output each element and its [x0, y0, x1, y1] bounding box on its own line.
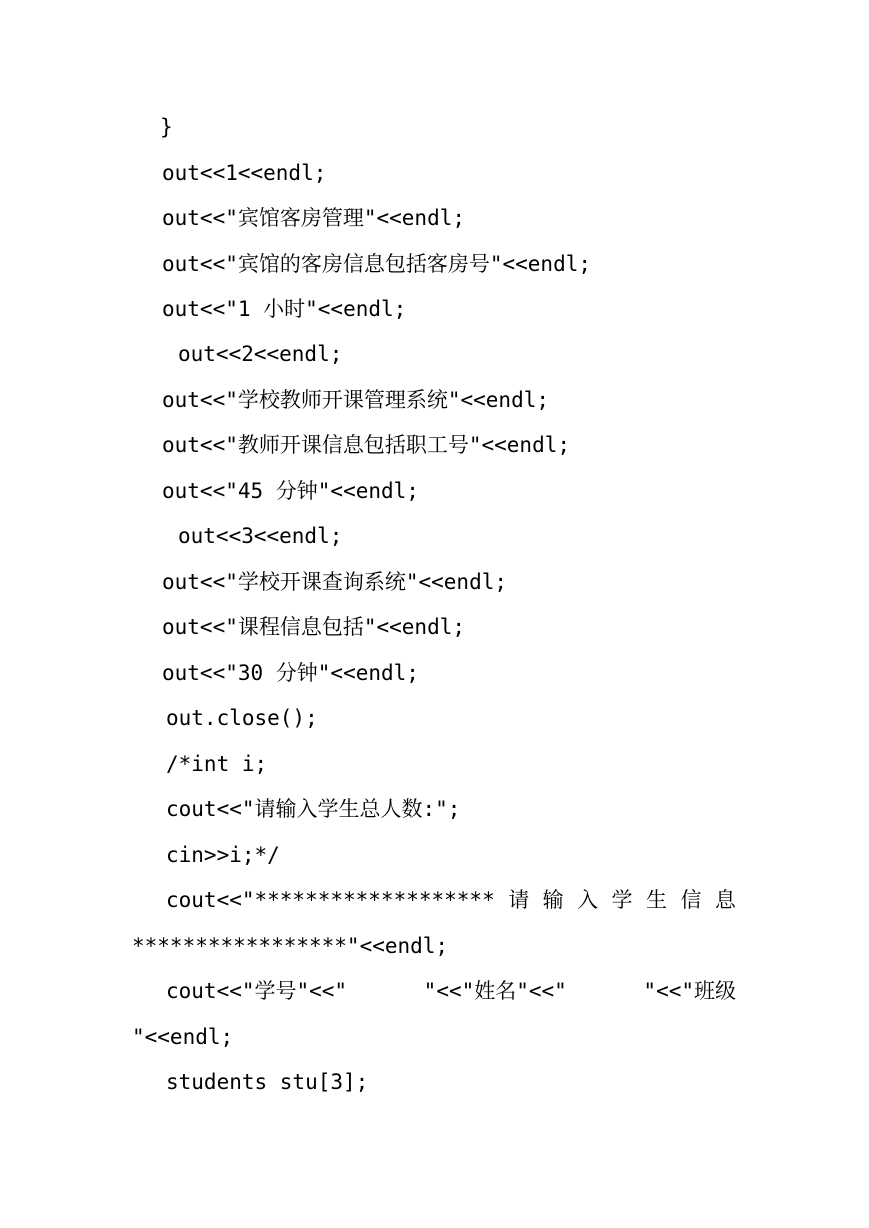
text-segment: 生: [646, 888, 667, 912]
wrapped-line-stars: [166, 887, 736, 913]
text-segment: 输: [542, 888, 564, 912]
text-segment: 入: [577, 888, 599, 912]
code-line: out<<"学校教师开课管理系统"<<endl;: [162, 388, 550, 412]
code-line-continuation: "<<endl;: [132, 1025, 234, 1049]
code-line: students stu[3];: [166, 1070, 369, 1094]
code-line: out.close();: [166, 706, 318, 730]
code-line: out<<3<<endl;: [178, 524, 343, 548]
wrapped-line-headers: [166, 978, 736, 1004]
code-line: out<<"30 分钟"<<endl;: [162, 661, 419, 685]
text-segment: cout<<"*******************: [166, 888, 495, 912]
text-segment: 息: [714, 888, 736, 912]
code-line: out<<"1 小时"<<endl;: [162, 297, 407, 321]
code-line: }: [160, 115, 173, 139]
code-line: out<<1<<endl;: [162, 161, 327, 185]
text-segment: cout<<"学号"<<": [166, 979, 348, 1003]
code-line-continuation: *****************"<<endl;: [132, 934, 449, 958]
code-line: out<<"课程信息包括"<<endl;: [162, 615, 466, 639]
text-segment: "<<"班级: [643, 979, 736, 1003]
text-segment: "<<"姓名"<<": [423, 979, 567, 1003]
code-line: out<<"45 分钟"<<endl;: [162, 479, 419, 503]
text-segment: 学: [611, 888, 633, 912]
code-line: out<<"宾馆客房管理"<<endl;: [162, 206, 466, 230]
code-line: /*int i;: [166, 752, 268, 776]
code-line: cout<<"请输入学生总人数:";: [166, 797, 461, 821]
code-line: out<<"宾馆的客房信息包括客房号"<<endl;: [162, 252, 592, 276]
code-line: out<<2<<endl;: [178, 342, 343, 366]
text-segment: 信: [680, 888, 702, 912]
code-line: out<<"教师开课信息包括职工号"<<endl;: [162, 433, 571, 457]
code-line: cin>>i;*/: [166, 843, 280, 867]
text-segment: 请: [508, 888, 530, 912]
code-line: out<<"学校开课查询系统"<<endl;: [162, 570, 508, 594]
